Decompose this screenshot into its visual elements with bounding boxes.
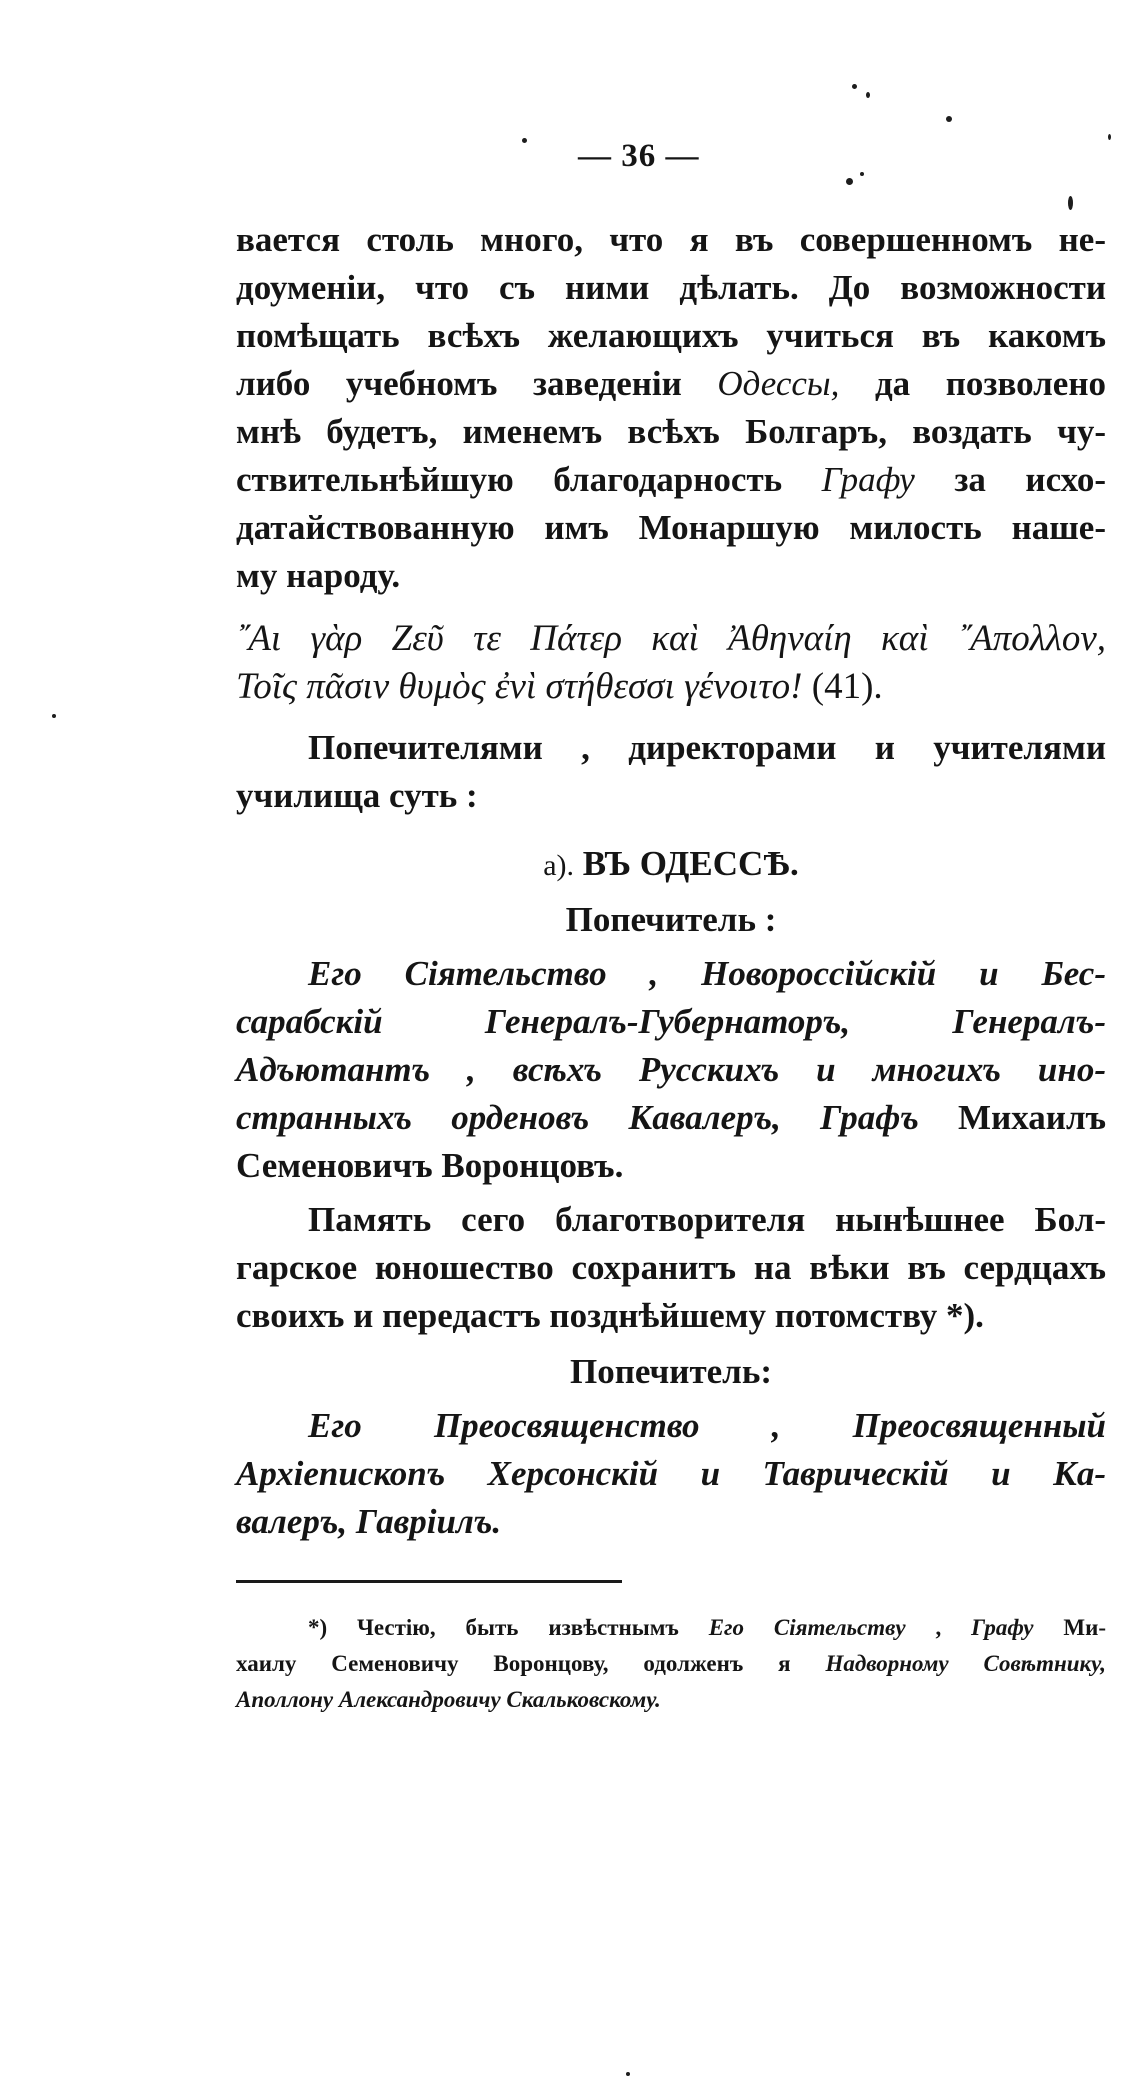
text-line: Адъютантъ , всѣхъ Русскихъ и многихъ ино- (236, 1050, 1106, 1089)
text-run: Ми- (1033, 1615, 1107, 1640)
text-line: мнѣ будетъ, именемъ всѣхъ Болгаръ, воздать чу- (236, 412, 1106, 451)
section-title: ВЪ ОДЕССѢ. (582, 844, 799, 883)
footnote (236, 1610, 1106, 1718)
text-line: училища суть : (236, 776, 478, 815)
scan-speck (846, 178, 853, 185)
scan-speck (1108, 134, 1111, 140)
text-run: Его Сіятельству (708, 1615, 906, 1640)
scan-speck (866, 92, 870, 98)
scan-speck (626, 2072, 630, 2076)
scan-speck (522, 138, 527, 143)
text-line: сарабскій Генералъ-Губернаторъ, Генералъ- (236, 1002, 1106, 1041)
person-name: Михаилъ (958, 1098, 1106, 1137)
section-label: а). (543, 849, 575, 882)
paragraph-opening (236, 216, 1106, 600)
trustee-heading: Попечитель: (570, 1352, 772, 1391)
text-line: вается столь много, что я въ совершенномъ не- (236, 220, 1106, 259)
text-line: Его Преосвященство , Преосвященный (308, 1406, 1106, 1445)
text-line: Его Сіятельство , Новороссійскій и Бес- (308, 954, 1106, 993)
trustee-heading: Попечитель : (565, 900, 777, 939)
text-run: *) Честію, быть извѣстнымъ (308, 1615, 709, 1640)
text-run: Надворному Совѣтнику, (825, 1651, 1106, 1676)
text-line: Архіепископъ Херсонскій и Таврическій и Ка- (236, 1454, 1106, 1493)
trustee-vorontsov (236, 950, 1106, 1190)
footnote-line (236, 1610, 1106, 1646)
text-line: валеръ, Гавріилъ. (236, 1502, 502, 1541)
text-run: странныхъ орденовъ Кавалеръ, Графъ (236, 1098, 959, 1137)
text-line (236, 456, 1106, 504)
text-line: Семеновичъ Воронцовъ. (236, 1146, 624, 1185)
paragraph-staff-intro (236, 724, 1106, 820)
footnote-rule (236, 1580, 622, 1583)
section-heading-odessa (236, 840, 1106, 890)
page-number: — 36 — (578, 138, 700, 174)
text-run: ствительнѣйшую благодарность (236, 460, 822, 499)
greek-quotation (236, 614, 1106, 710)
text-line: гарское юношество сохранитъ на вѣки въ сердцахъ (236, 1248, 1106, 1287)
text-line (236, 1094, 1106, 1142)
footnote-line: Аполлону Александровичу Скальковскому. (236, 1687, 661, 1712)
text-line: своихъ и передастъ позднѣйшему потомству *). (236, 1296, 984, 1335)
scan-speck (52, 714, 56, 718)
paragraph-memory (236, 1196, 1106, 1340)
quote-text: Τοῖς πᾶσιν θυμὸς ἐνὶ στήθεσσι γένοιτο! (236, 666, 812, 707)
scan-speck (1068, 196, 1073, 210)
text-run: , (905, 1615, 972, 1640)
place-name-odessa: Одессы, (717, 364, 840, 403)
quote-line (236, 662, 1106, 710)
text-run: да позволено (839, 364, 1106, 403)
text-line: доуменіи, что съ ними дѣлать. До возможности (236, 268, 1106, 307)
text-line: Память сего благотворителя нынѣшнее Бол- (308, 1200, 1106, 1239)
trustee-gavriil (236, 1402, 1106, 1546)
text-line: Попечителями , директорами и учителями (308, 728, 1106, 767)
quote-line: ῎Αι γὰρ Ζεῦ τε Πάτερ καὶ Ἀθηναίη καὶ ῎Απολλον, (236, 618, 1106, 659)
text-line: помѣщать всѣхъ желающихъ учиться въ какомъ (236, 316, 1106, 355)
text-run: за исхо- (914, 460, 1106, 499)
title-count: Графу (821, 460, 915, 499)
text-line: датайствованную имъ Монаршую милость наше- (236, 508, 1106, 547)
reference-number: (41). (811, 666, 883, 707)
text-line: му народу. (236, 556, 401, 595)
text-run: либо учебномъ заведеніи (236, 364, 718, 403)
text-line (236, 360, 1106, 408)
scan-speck (860, 172, 864, 176)
scan-speck (852, 84, 857, 89)
text-run: Графу (971, 1615, 1034, 1640)
text-run: хаилу Семеновичу Воронцову, одолженъ я (236, 1651, 826, 1676)
scan-speck (946, 116, 952, 122)
footnote-line (236, 1646, 1106, 1682)
